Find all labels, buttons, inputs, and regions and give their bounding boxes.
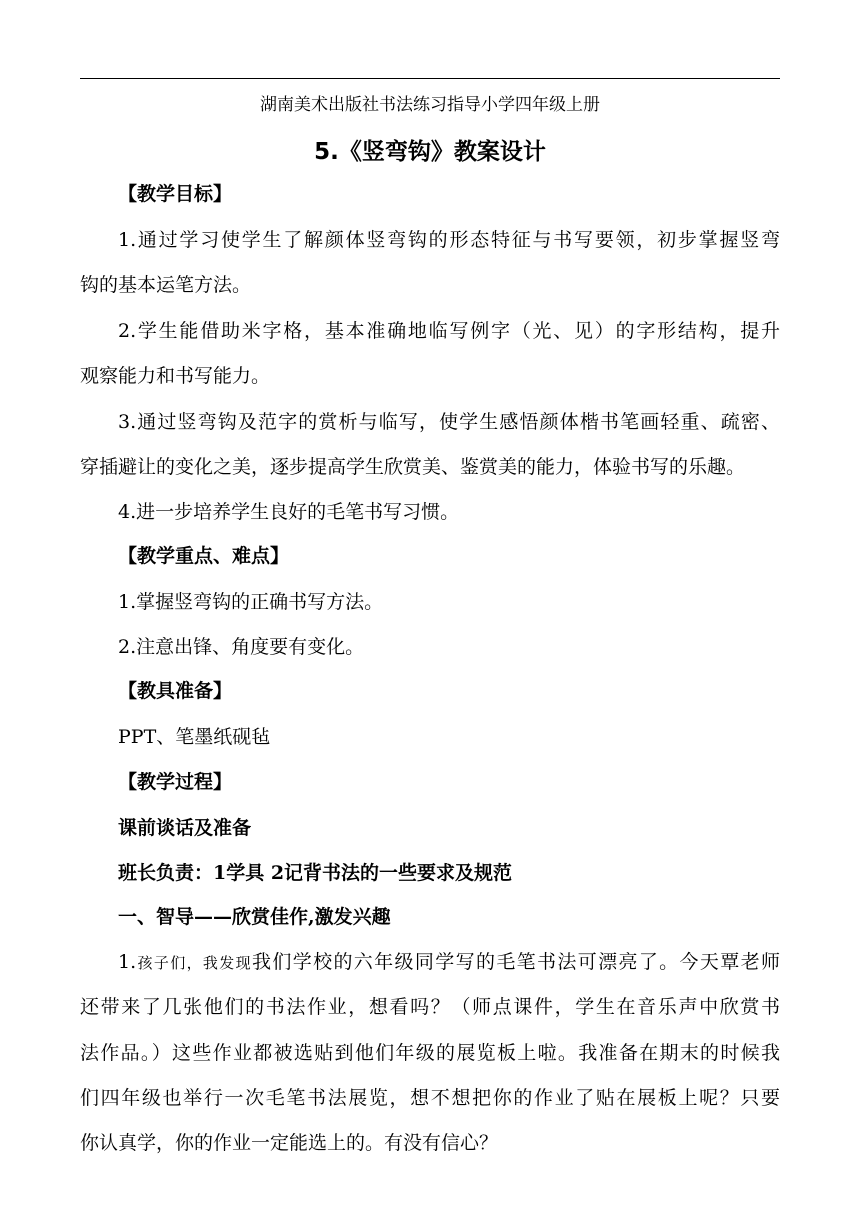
objective-3-line-2: 穿插避让的变化之美，逐步提高学生欣赏美、鉴赏美的能力，体验书写的乐趣。 (80, 456, 746, 478)
page-title: 5.《竖弯钩》教案设计 (314, 139, 546, 165)
objective-1-line-1: 1.通过学习使学生了解颜体竖弯钩的形态特征与书写要领，初步掌握竖弯 (118, 229, 780, 251)
materials-text: PPT、笔墨纸砚毡 (118, 726, 271, 748)
keypoints-heading: 【教学重点、难点】 (118, 545, 290, 567)
monitor-line: 班长负责：1学具 2记背书法的一些要求及规范 (118, 862, 513, 884)
objectives-heading: 【教学目标】 (118, 183, 233, 205)
materials-heading: 【教具准备】 (118, 680, 233, 702)
step1-paragraph-line-1 (80, 949, 780, 976)
objective-2-line-1: 2.学生能借助米字格，基本准确地临写例字（光、见）的字形结构，提升 (118, 320, 780, 342)
process-heading: 【教学过程】 (118, 771, 233, 793)
objective-2-line-2: 观察能力和书写能力。 (80, 365, 271, 387)
step1-paragraph-line-3: 法作品。）这些作业都被选贴到他们年级的展览板上啦。我准备在期末的时候我 (80, 1042, 780, 1064)
step1-heading: 一、智导——欣赏佳作,激发兴趣 (118, 906, 391, 928)
keypoint-2: 2.注意出锋、角度要有变化。 (118, 636, 365, 658)
step1-lead-number: 1. (118, 951, 137, 973)
objective-3-line-1: 3.通过竖弯钩及范字的赏析与临写，使学生感悟颜体楷书笔画轻重、疏密、 (118, 411, 780, 433)
step1-paragraph-line-2: 还带来了几张他们的书法作业，想看吗？（师点课件，学生在音乐声中欣赏书 (80, 996, 780, 1018)
step1-line1-rest: 我们学校的六年级同学写的毛笔书法可漂亮了。今天覃老师 (252, 951, 780, 973)
keypoint-1: 1.掌握竖弯钩的正确书写方法。 (118, 591, 384, 613)
header-rule (80, 78, 780, 79)
step1-paragraph-line-5: 你认真学，你的作业一定能选上的。有没有信心？ (80, 1132, 499, 1154)
step1-paragraph-line-4: 们四年级也举行一次毛笔书法展览，想不想把你的作业了贴在展板上呢？只要 (80, 1087, 780, 1109)
pre-class-heading: 课前谈话及准备 (118, 817, 252, 839)
running-header: 湖南美术出版社书法练习指导小学四年级上册 (260, 95, 600, 115)
step1-lead-small: 孩子们，我发现 (136, 954, 253, 972)
objective-4: 4.进一步培养学生良好的毛笔书写习惯。 (118, 501, 460, 523)
objective-1-line-2: 钩的基本运笔方法。 (80, 274, 252, 296)
